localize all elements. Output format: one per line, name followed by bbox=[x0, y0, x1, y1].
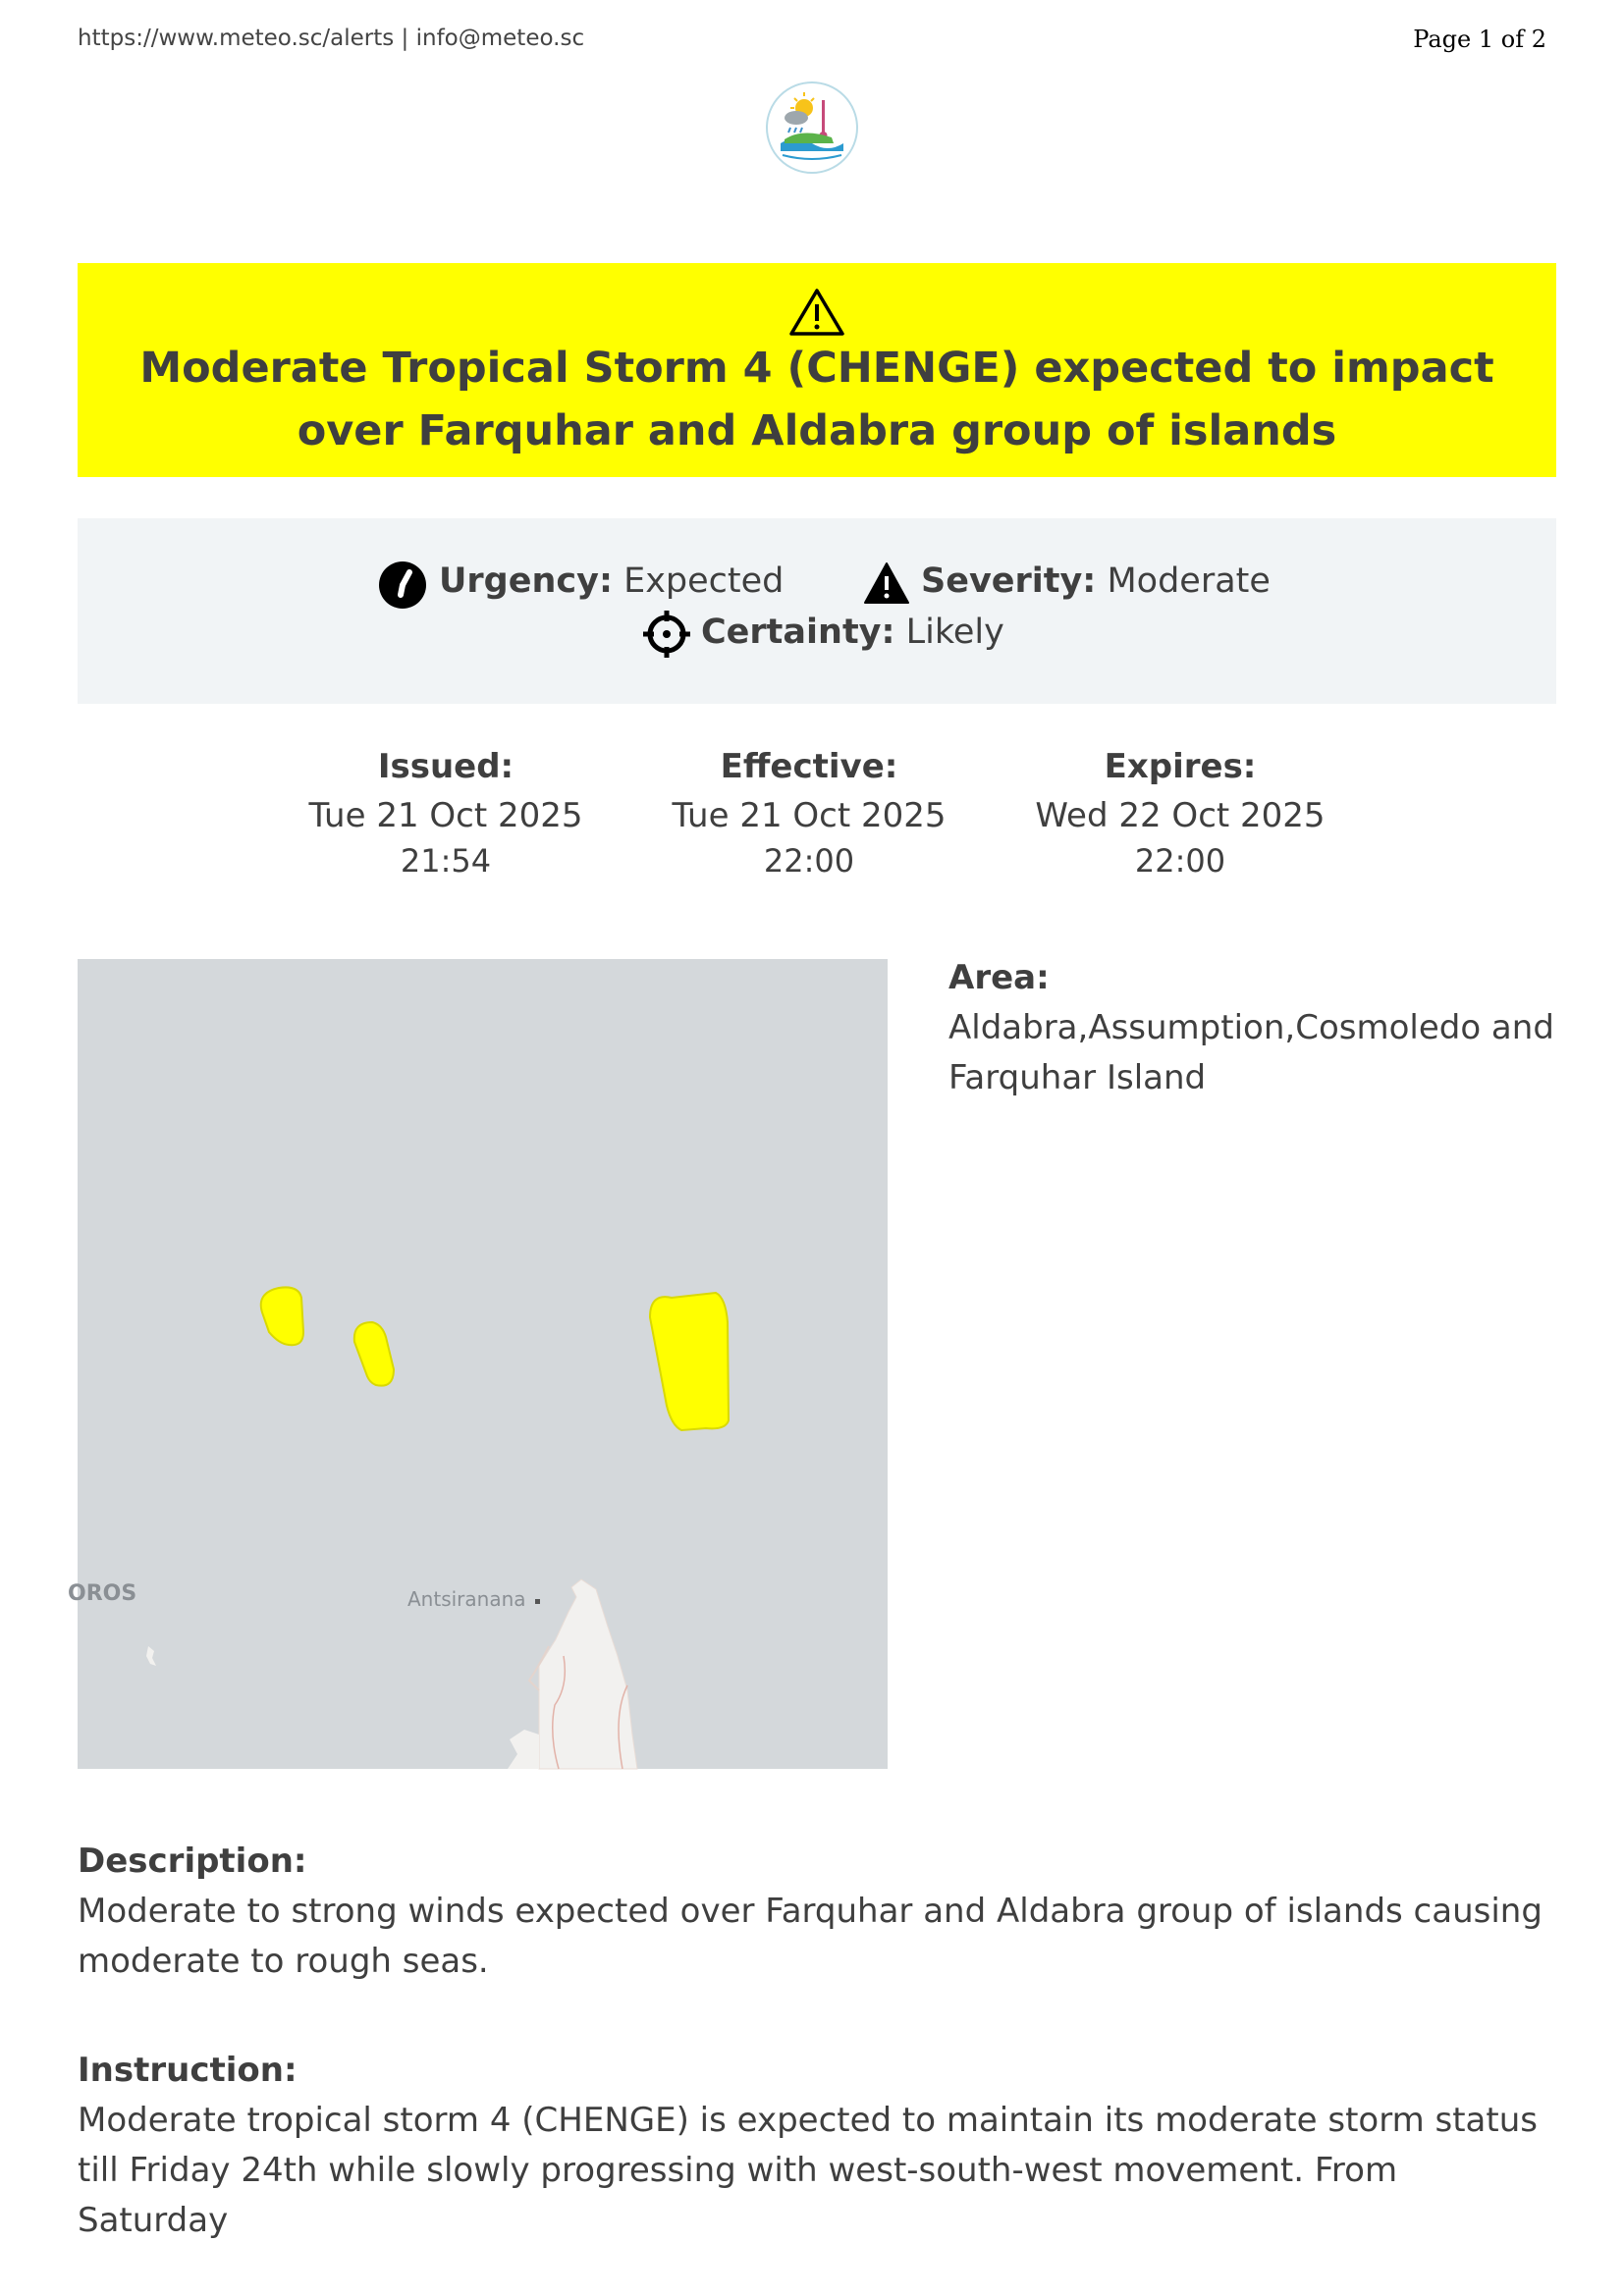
alert-map[interactable] bbox=[68, 959, 888, 1769]
issued-day: Tue 21 Oct 2025 bbox=[308, 796, 583, 835]
alert-zone-aldabra[interactable] bbox=[261, 1287, 303, 1345]
issued-date bbox=[279, 744, 613, 883]
area-label: Area: bbox=[948, 958, 1050, 997]
page-number: Page 1 of 2 bbox=[1413, 26, 1546, 53]
alert-banner bbox=[78, 263, 1556, 477]
expires-time: 22:00 bbox=[1134, 842, 1226, 880]
description-label: Description: bbox=[78, 1842, 307, 1881]
comoros-islet bbox=[146, 1646, 156, 1666]
certainty-label: Certainty: bbox=[701, 613, 895, 652]
alert-zone-cosmoledo[interactable] bbox=[354, 1322, 394, 1386]
effective-label: Effective: bbox=[720, 747, 898, 786]
description-section bbox=[78, 1838, 1556, 1987]
map-label-antsiranana: Antsiranana bbox=[407, 1587, 526, 1611]
alert-meta-box bbox=[78, 518, 1556, 704]
warning-icon bbox=[787, 287, 846, 338]
urgency-item bbox=[377, 560, 784, 603]
instruction-label: Instruction: bbox=[78, 2051, 298, 2090]
urgency-label: Urgency: bbox=[439, 561, 613, 601]
instruction-text: Moderate tropical storm 4 (CHENGE) is expected to maintain its moderate storm status till Friday 24th while slowly progressing with west-south-west movement. From Saturday bbox=[78, 2101, 1538, 2240]
instruction-section bbox=[78, 2047, 1556, 2246]
severity-item bbox=[863, 560, 1271, 603]
expires-day: Wed 22 Oct 2025 bbox=[1035, 796, 1326, 835]
seychelles-meteorological-authority-logo bbox=[763, 79, 861, 177]
alert-title: Moderate Tropical Storm 4 (CHENGE) expected to impact over Farquhar and Aldabra group of islands bbox=[139, 344, 1494, 455]
map-canvas bbox=[68, 959, 888, 1769]
urgency-value: Expected bbox=[623, 561, 785, 601]
map-label-comoros: OROS bbox=[68, 1581, 137, 1606]
clock-icon bbox=[377, 560, 428, 611]
severity-warning-icon bbox=[863, 561, 910, 605]
expires-label: Expires: bbox=[1104, 747, 1257, 786]
effective-time: 22:00 bbox=[763, 842, 855, 880]
madagascar-coast bbox=[508, 1730, 539, 1769]
issued-label: Issued: bbox=[377, 747, 514, 786]
effective-day: Tue 21 Oct 2025 bbox=[672, 796, 947, 835]
header-contact[interactable]: https://www.meteo.sc/alerts | info@meteo.sc bbox=[78, 26, 585, 51]
area-value: Aldabra,Assumption,Cosmoledo and Farquhar Island bbox=[948, 1008, 1554, 1097]
severity-label: Severity: bbox=[921, 561, 1097, 601]
expires-date bbox=[1013, 744, 1347, 883]
severity-value: Moderate bbox=[1107, 561, 1271, 601]
effective-date bbox=[642, 744, 976, 883]
certainty-value: Likely bbox=[905, 613, 1004, 652]
area-section bbox=[948, 954, 1557, 1103]
crosshair-icon bbox=[641, 609, 692, 660]
alert-zone-farquhar[interactable] bbox=[650, 1293, 729, 1430]
certainty-item bbox=[641, 611, 1004, 654]
description-text: Moderate to strong winds expected over Farquhar and Aldabra group of islands causing moderate to rough seas. bbox=[78, 1892, 1543, 1981]
issued-time: 21:54 bbox=[400, 842, 492, 880]
city-marker-icon bbox=[535, 1599, 540, 1604]
